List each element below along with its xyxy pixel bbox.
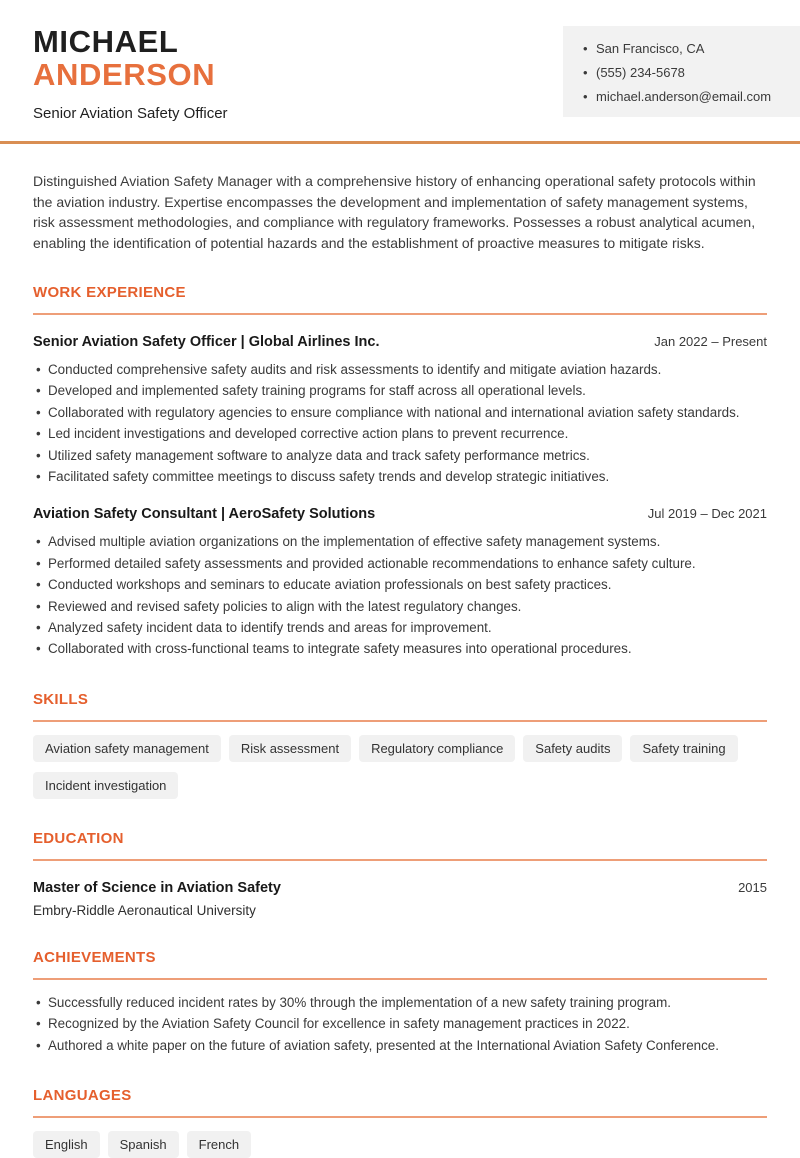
section-achievements [33,949,767,1056]
current-job-title: Senior Aviation Safety Officer [33,105,228,122]
achievement-bullet: • Authored a white paper on the future of aviation safety, presented at the International Aviation Safety Conference. [33,1035,767,1056]
section-work-experience [33,284,767,660]
education-school: Embry-Riddle Aeronautical University [33,902,256,918]
languages-title: LANGUAGES [33,1087,767,1118]
skills-title: SKILLS [33,691,767,722]
skills-tag-list [33,735,767,799]
identity-block [33,25,228,122]
contact-location: • San Francisco, CA [583,41,790,56]
education-degree: Master of Science in Aviation Safety [33,879,281,896]
achievement-bullet: • Successfully reduced incident rates by 30% through the implementation of a new safety training program. [33,992,767,1013]
job-entry-2-title: Aviation Safety Consultant | AeroSafety Solutions [33,506,376,523]
work-experience-title: WORK EXPERIENCE [33,284,767,315]
skill-tag: Regulatory compliance [359,735,515,762]
skill-tag: Safety audits [523,735,622,762]
job-bullet: • Collaborated with cross-functional teams to integrate safety measures into operational procedures. [33,638,767,659]
education-entry-header [33,880,767,896]
contact-card [563,26,800,117]
job-bullet: • Collaborated with regulatory agencies to ensure compliance with national and international aviation safety standards. [33,402,767,423]
job-bullet: • Utilized safety management software to analyze data and track safety performance metrics. [33,445,767,466]
skill-tag: Risk assessment [229,735,351,762]
achievements-bullets [33,992,767,1056]
name-last-line: ANDERSON [33,57,216,92]
job-entry-1-title: Senior Aviation Safety Officer | Global Airlines Inc. [33,334,380,350]
contact-list [583,41,790,104]
resume-header [0,0,800,122]
job-bullet: • Reviewed and revised safety policies to align with the latest regulatory changes. [33,596,767,617]
job-entry-1-bullets [33,359,767,487]
job-bullet: • Advised multiple aviation organizations on the implementation of effective safety management systems. [33,531,767,552]
skill-tag: Incident investigation [33,772,178,799]
language-tag: French [187,1131,251,1158]
job-bullet: • Facilitated safety committee meetings to discuss safety trends and develop strategic initiatives. [33,466,767,487]
education-title: EDUCATION [33,830,767,861]
achievement-bullet: • Recognized by the Aviation Safety Council for excellence in safety management practices in 2022. [33,1013,767,1034]
skill-tag: Safety training [630,735,737,762]
section-education [33,830,767,918]
languages-tag-list [33,1131,767,1158]
section-skills [33,691,767,799]
skill-tag: Aviation safety management [33,735,221,762]
job-bullet: • Analyzed safety incident data to identify trends and areas for improvement. [33,617,767,638]
job-bullet: • Conducted workshops and seminars to educate aviation professionals on best safety practices. [33,574,767,595]
job-bullet: • Developed and implemented safety training programs for staff across all operational levels. [33,380,767,401]
achievements-title: ACHIEVEMENTS [33,949,767,980]
header-divider [0,141,800,144]
name-first-line: MICHAEL [33,24,179,59]
language-tag: English [33,1131,100,1158]
job-entry-2-dates: Jul 2019 – Dec 2021 [647,506,767,522]
job-entry-2-bullets [33,531,767,659]
job-bullet: • Led incident investigations and developed corrective action plans to prevent recurrence. [33,423,767,444]
job-entry-1-header [33,334,767,350]
job-entry-1-dates: Jan 2022 – Present [654,334,767,349]
resume-body [0,171,800,1158]
contact-email: • michael.anderson@email.com [583,89,790,104]
job-entry-2-header [33,506,767,522]
section-languages [33,1087,767,1158]
job-bullet: • Conducted comprehensive safety audits and risk assessments to identify and mitigate aviation hazards. [33,359,767,380]
contact-phone: • (555) 234-5678 [583,65,790,80]
job-bullet: • Performed detailed safety assessments and provided actionable recommendations to enhance safety culture. [33,553,767,574]
language-tag: Spanish [108,1131,179,1158]
job-entry-1 [33,334,767,487]
education-year: 2015 [738,879,767,895]
summary-paragraph: Distinguished Aviation Safety Manager with a comprehensive history of enhancing operational safety protocols within the aviation industry. Expertise encompasses the development and implementation of safety management systems, risk assessment methodologies, and compliance with regulatory frameworks. Possesses a robust analytical acumen, enabling the identification of potential hazards and the establishment of proactive measures to mitigate risks. [33,173,756,251]
job-entry-2 [33,506,767,659]
